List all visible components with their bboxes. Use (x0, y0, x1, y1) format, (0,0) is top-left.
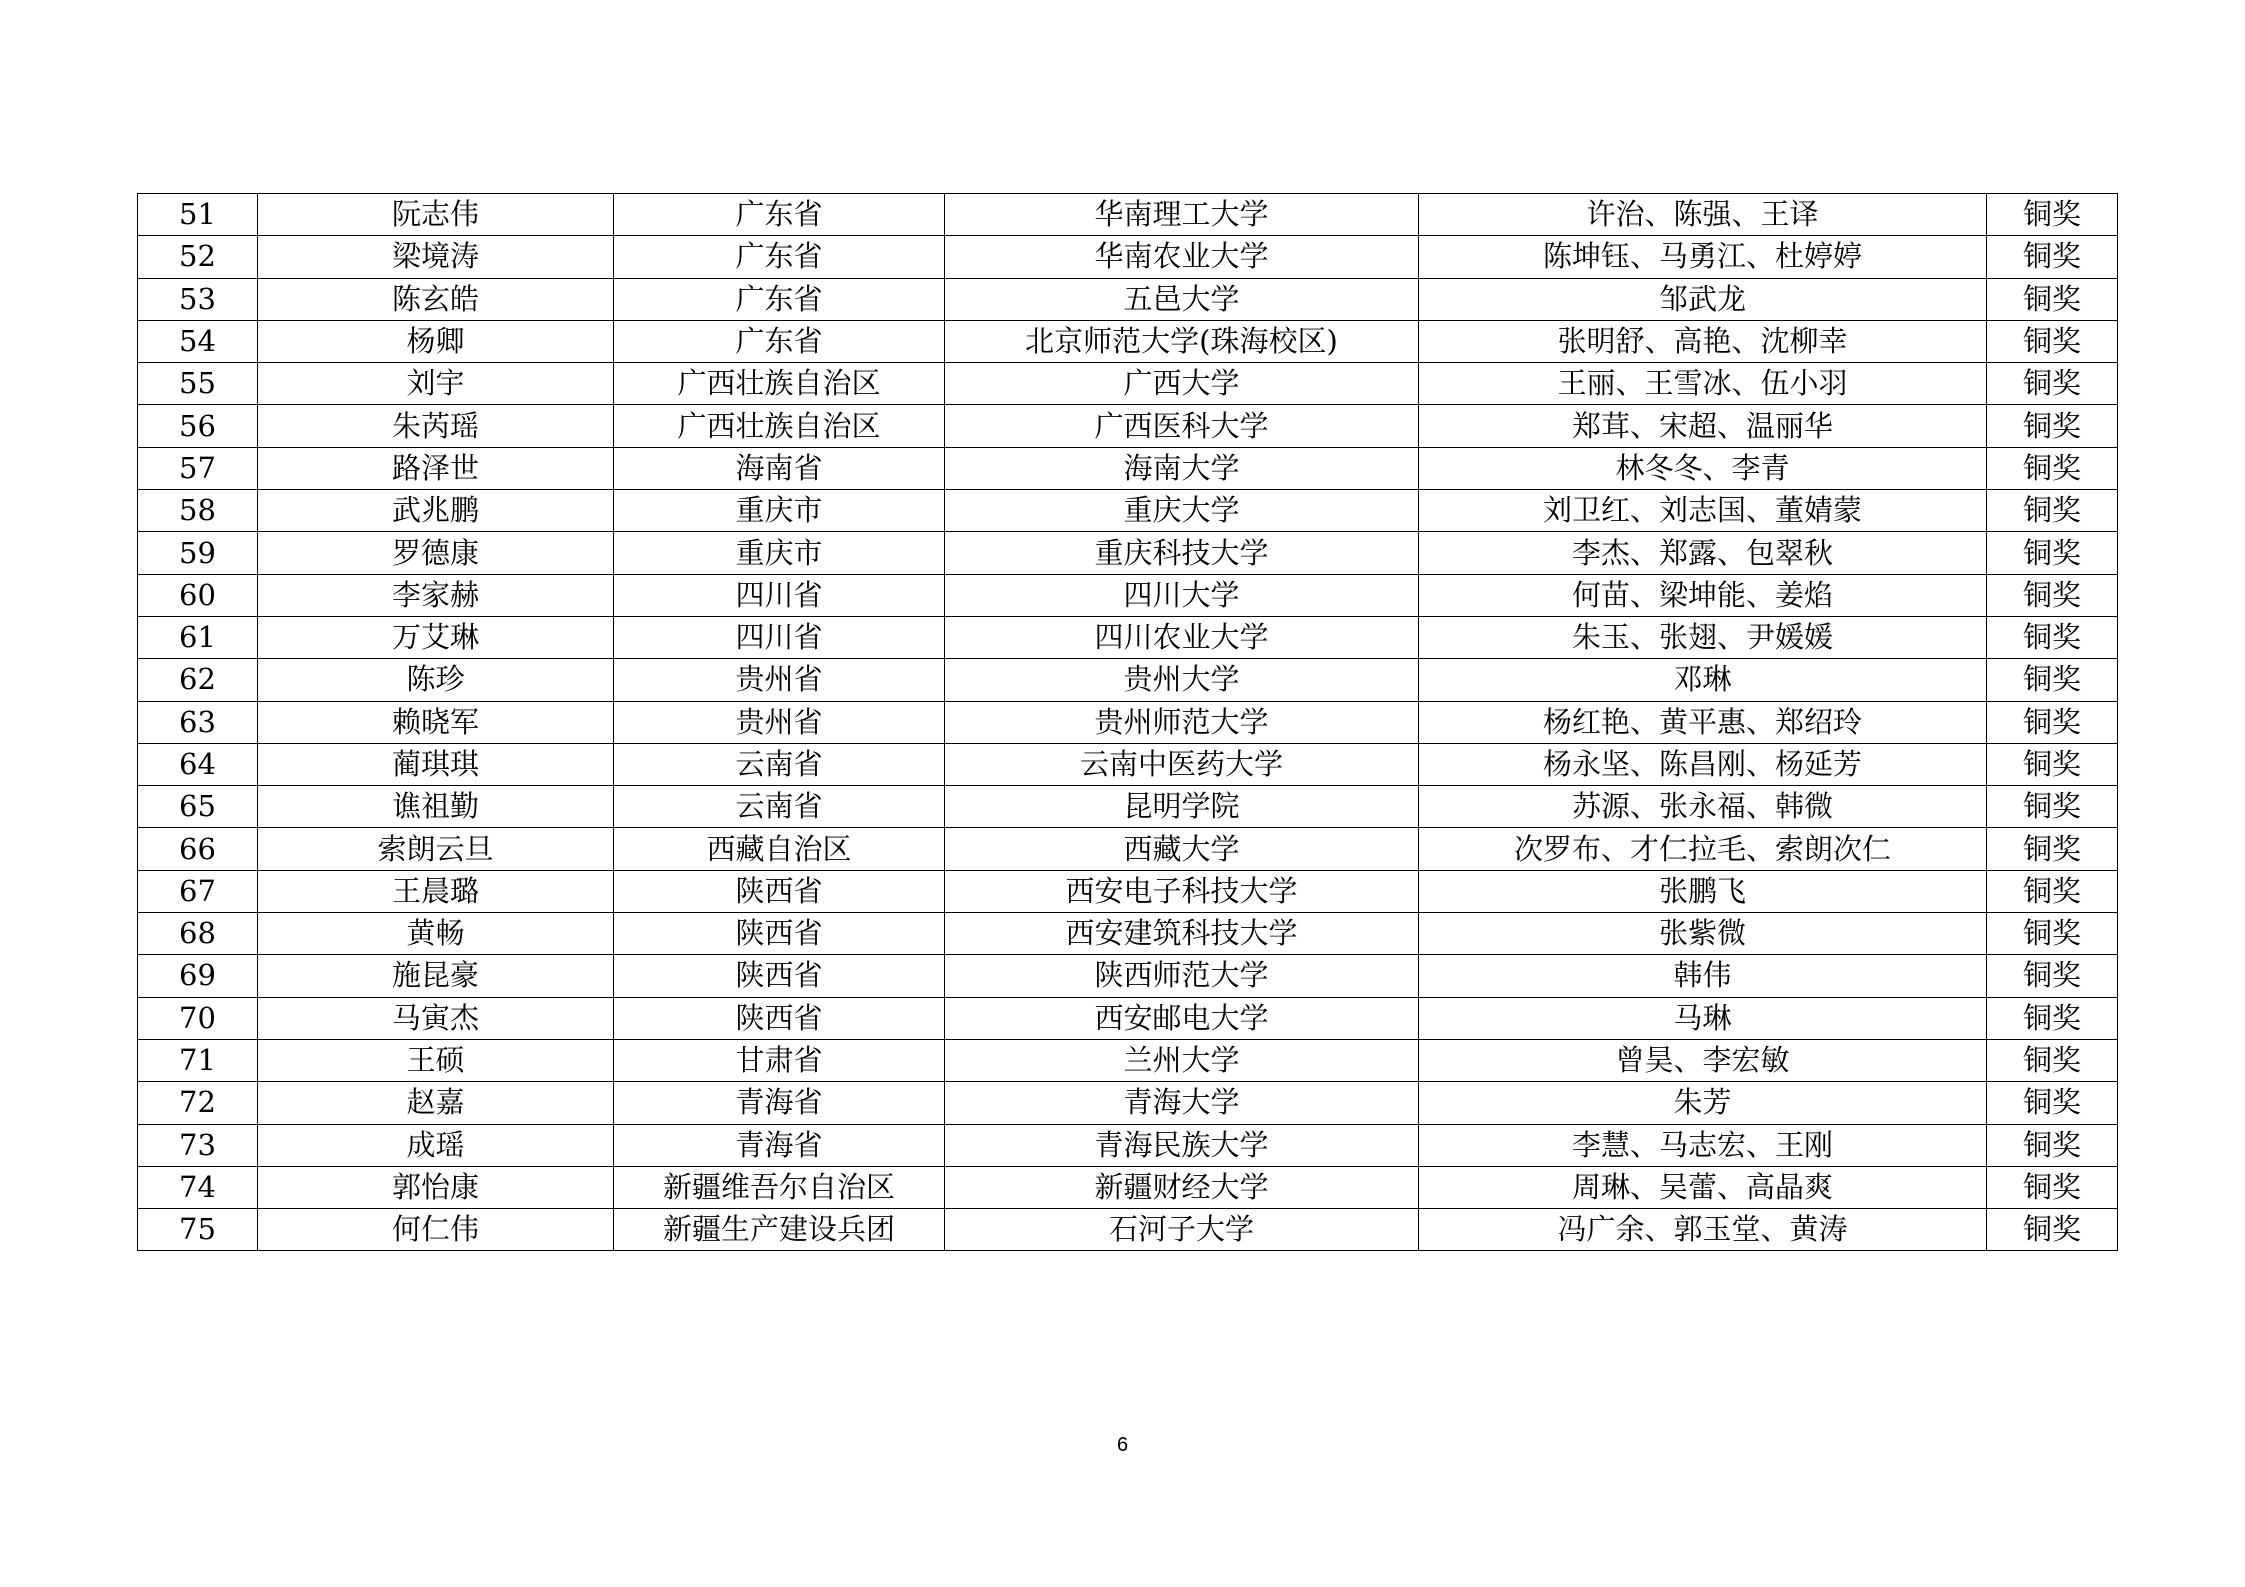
student-name-cell: 谯祖勤 (258, 786, 614, 828)
student-name-cell: 梁境涛 (258, 236, 614, 278)
award-cell: 铜奖 (1987, 1124, 2118, 1166)
student-name-cell: 黄畅 (258, 913, 614, 955)
tutors-cell: 陈坤钰、马勇江、杜婷婷 (1419, 236, 1987, 278)
award-cell: 铜奖 (1987, 1209, 2118, 1251)
row-number-cell: 54 (138, 320, 258, 362)
school-cell: 北京师范大学(珠海校区) (945, 320, 1419, 362)
student-name-cell: 赖晓军 (258, 701, 614, 743)
row-number-cell: 69 (138, 955, 258, 997)
student-name-cell: 路泽世 (258, 447, 614, 489)
tutors-cell: 李慧、马志宏、王刚 (1419, 1124, 1987, 1166)
province-cell: 广西壮族自治区 (614, 363, 945, 405)
student-name-cell: 陈玄皓 (258, 278, 614, 320)
school-cell: 海南大学 (945, 447, 1419, 489)
school-cell: 西安建筑科技大学 (945, 913, 1419, 955)
student-name-cell: 王晨璐 (258, 870, 614, 912)
tutors-cell: 杨红艳、黄平惠、郑绍玲 (1419, 701, 1987, 743)
province-cell: 陕西省 (614, 913, 945, 955)
province-cell: 贵州省 (614, 659, 945, 701)
school-cell: 西安电子科技大学 (945, 870, 1419, 912)
tutors-cell: 马琳 (1419, 997, 1987, 1039)
province-cell: 广东省 (614, 278, 945, 320)
row-number-cell: 55 (138, 363, 258, 405)
award-cell: 铜奖 (1987, 194, 2118, 236)
student-name-cell: 王硕 (258, 1039, 614, 1081)
tutors-cell: 次罗布、才仁拉毛、索朗次仁 (1419, 828, 1987, 870)
table-row (138, 997, 2118, 1039)
award-cell: 铜奖 (1987, 997, 2118, 1039)
row-number-cell: 65 (138, 786, 258, 828)
student-name-cell: 罗德康 (258, 532, 614, 574)
tutors-cell: 朱芳 (1419, 1082, 1987, 1124)
table-row (138, 1209, 2118, 1251)
tutors-cell: 林冬冬、李青 (1419, 447, 1987, 489)
award-cell: 铜奖 (1987, 870, 2118, 912)
row-number-cell: 51 (138, 194, 258, 236)
award-cell: 铜奖 (1987, 913, 2118, 955)
school-cell: 重庆大学 (945, 490, 1419, 532)
province-cell: 陕西省 (614, 955, 945, 997)
student-name-cell: 刘宇 (258, 363, 614, 405)
table-row (138, 870, 2118, 912)
province-cell: 新疆生产建设兵团 (614, 1209, 945, 1251)
award-cell: 铜奖 (1987, 363, 2118, 405)
row-number-cell: 70 (138, 997, 258, 1039)
table-row (138, 363, 2118, 405)
student-name-cell: 赵嘉 (258, 1082, 614, 1124)
row-number-cell: 67 (138, 870, 258, 912)
table-row (138, 405, 2118, 447)
award-cell: 铜奖 (1987, 828, 2118, 870)
province-cell: 广东省 (614, 320, 945, 362)
school-cell: 石河子大学 (945, 1209, 1419, 1251)
table-row (138, 194, 2118, 236)
row-number-cell: 52 (138, 236, 258, 278)
school-cell: 青海大学 (945, 1082, 1419, 1124)
tutors-cell: 周琳、吴蕾、高晶爽 (1419, 1166, 1987, 1208)
table-row (138, 1166, 2118, 1208)
province-cell: 贵州省 (614, 701, 945, 743)
school-cell: 重庆科技大学 (945, 532, 1419, 574)
table-row (138, 1082, 2118, 1124)
tutors-cell: 朱玉、张翅、尹媛媛 (1419, 616, 1987, 658)
award-cell: 铜奖 (1987, 616, 2118, 658)
province-cell: 西藏自治区 (614, 828, 945, 870)
student-name-cell: 何仁伟 (258, 1209, 614, 1251)
award-cell: 铜奖 (1987, 1082, 2118, 1124)
row-number-cell: 73 (138, 1124, 258, 1166)
award-cell: 铜奖 (1987, 405, 2118, 447)
tutors-cell: 李杰、郑露、包翠秋 (1419, 532, 1987, 574)
tutors-cell: 张明舒、高艳、沈柳幸 (1419, 320, 1987, 362)
award-cell: 铜奖 (1987, 743, 2118, 785)
student-name-cell: 成瑶 (258, 1124, 614, 1166)
student-name-cell: 陈珍 (258, 659, 614, 701)
province-cell: 云南省 (614, 743, 945, 785)
school-cell: 西安邮电大学 (945, 997, 1419, 1039)
table-row (138, 574, 2118, 616)
table-row (138, 278, 2118, 320)
row-number-cell: 61 (138, 616, 258, 658)
tutors-cell: 冯广余、郭玉堂、黄涛 (1419, 1209, 1987, 1251)
student-name-cell: 朱芮瑶 (258, 405, 614, 447)
school-cell: 云南中医药大学 (945, 743, 1419, 785)
tutors-cell: 曾昊、李宏敏 (1419, 1039, 1987, 1081)
province-cell: 陕西省 (614, 870, 945, 912)
row-number-cell: 56 (138, 405, 258, 447)
table-row (138, 828, 2118, 870)
row-number-cell: 66 (138, 828, 258, 870)
page-number: 6 (1116, 1434, 1129, 1456)
award-cell: 铜奖 (1987, 955, 2118, 997)
row-number-cell: 68 (138, 913, 258, 955)
table-row (138, 1124, 2118, 1166)
award-cell: 铜奖 (1987, 532, 2118, 574)
table-row (138, 532, 2118, 574)
award-table-body (138, 194, 2118, 1251)
school-cell: 四川农业大学 (945, 616, 1419, 658)
table-row (138, 447, 2118, 489)
row-number-cell: 60 (138, 574, 258, 616)
row-number-cell: 63 (138, 701, 258, 743)
student-name-cell: 郭怡康 (258, 1166, 614, 1208)
row-number-cell: 62 (138, 659, 258, 701)
award-cell: 铜奖 (1987, 278, 2118, 320)
tutors-cell: 苏源、张永福、韩微 (1419, 786, 1987, 828)
student-name-cell: 万艾琳 (258, 616, 614, 658)
table-row (138, 236, 2118, 278)
school-cell: 青海民族大学 (945, 1124, 1419, 1166)
table-row (138, 320, 2118, 362)
province-cell: 广西壮族自治区 (614, 405, 945, 447)
award-cell: 铜奖 (1987, 574, 2118, 616)
table-row (138, 490, 2118, 532)
tutors-cell: 刘卫红、刘志国、董婧蒙 (1419, 490, 1987, 532)
award-cell: 铜奖 (1987, 236, 2118, 278)
school-cell: 华南理工大学 (945, 194, 1419, 236)
province-cell: 陕西省 (614, 997, 945, 1039)
award-cell: 铜奖 (1987, 320, 2118, 362)
table-row (138, 1039, 2118, 1081)
province-cell: 海南省 (614, 447, 945, 489)
row-number-cell: 53 (138, 278, 258, 320)
school-cell: 四川大学 (945, 574, 1419, 616)
tutors-cell: 张鹏飞 (1419, 870, 1987, 912)
award-cell: 铜奖 (1987, 786, 2118, 828)
table-row (138, 659, 2118, 701)
table-row (138, 786, 2118, 828)
school-cell: 昆明学院 (945, 786, 1419, 828)
tutors-cell: 邓琳 (1419, 659, 1987, 701)
tutors-cell: 韩伟 (1419, 955, 1987, 997)
school-cell: 西藏大学 (945, 828, 1419, 870)
tutors-cell: 张紫微 (1419, 913, 1987, 955)
province-cell: 青海省 (614, 1124, 945, 1166)
row-number-cell: 72 (138, 1082, 258, 1124)
province-cell: 四川省 (614, 616, 945, 658)
table-row (138, 701, 2118, 743)
province-cell: 广东省 (614, 194, 945, 236)
tutors-cell: 何苗、梁坤能、姜焰 (1419, 574, 1987, 616)
tutors-cell: 杨永坚、陈昌刚、杨延芳 (1419, 743, 1987, 785)
student-name-cell: 武兆鹏 (258, 490, 614, 532)
row-number-cell: 74 (138, 1166, 258, 1208)
row-number-cell: 59 (138, 532, 258, 574)
tutors-cell: 郑茸、宋超、温丽华 (1419, 405, 1987, 447)
award-cell: 铜奖 (1987, 1166, 2118, 1208)
award-cell: 铜奖 (1987, 659, 2118, 701)
province-cell: 重庆市 (614, 532, 945, 574)
student-name-cell: 索朗云旦 (258, 828, 614, 870)
province-cell: 甘肃省 (614, 1039, 945, 1081)
student-name-cell: 马寅杰 (258, 997, 614, 1039)
table-row (138, 616, 2118, 658)
school-cell: 兰州大学 (945, 1039, 1419, 1081)
province-cell: 新疆维吾尔自治区 (614, 1166, 945, 1208)
student-name-cell: 阮志伟 (258, 194, 614, 236)
student-name-cell: 施昆豪 (258, 955, 614, 997)
school-cell: 贵州师范大学 (945, 701, 1419, 743)
student-name-cell: 杨卿 (258, 320, 614, 362)
row-number-cell: 71 (138, 1039, 258, 1081)
province-cell: 青海省 (614, 1082, 945, 1124)
tutors-cell: 邹武龙 (1419, 278, 1987, 320)
award-cell: 铜奖 (1987, 1039, 2118, 1081)
table-row (138, 743, 2118, 785)
school-cell: 陕西师范大学 (945, 955, 1419, 997)
tutors-cell: 王丽、王雪冰、伍小羽 (1419, 363, 1987, 405)
province-cell: 重庆市 (614, 490, 945, 532)
school-cell: 贵州大学 (945, 659, 1419, 701)
award-table (137, 193, 2118, 1251)
province-cell: 云南省 (614, 786, 945, 828)
row-number-cell: 58 (138, 490, 258, 532)
student-name-cell: 蔺琪琪 (258, 743, 614, 785)
school-cell: 新疆财经大学 (945, 1166, 1419, 1208)
school-cell: 广西医科大学 (945, 405, 1419, 447)
row-number-cell: 64 (138, 743, 258, 785)
award-cell: 铜奖 (1987, 447, 2118, 489)
student-name-cell: 李家赫 (258, 574, 614, 616)
row-number-cell: 75 (138, 1209, 258, 1251)
award-cell: 铜奖 (1987, 490, 2118, 532)
province-cell: 四川省 (614, 574, 945, 616)
province-cell: 广东省 (614, 236, 945, 278)
school-cell: 广西大学 (945, 363, 1419, 405)
table-row (138, 955, 2118, 997)
award-cell: 铜奖 (1987, 701, 2118, 743)
school-cell: 华南农业大学 (945, 236, 1419, 278)
table-row (138, 913, 2118, 955)
row-number-cell: 57 (138, 447, 258, 489)
school-cell: 五邑大学 (945, 278, 1419, 320)
tutors-cell: 许治、陈强、王译 (1419, 194, 1987, 236)
